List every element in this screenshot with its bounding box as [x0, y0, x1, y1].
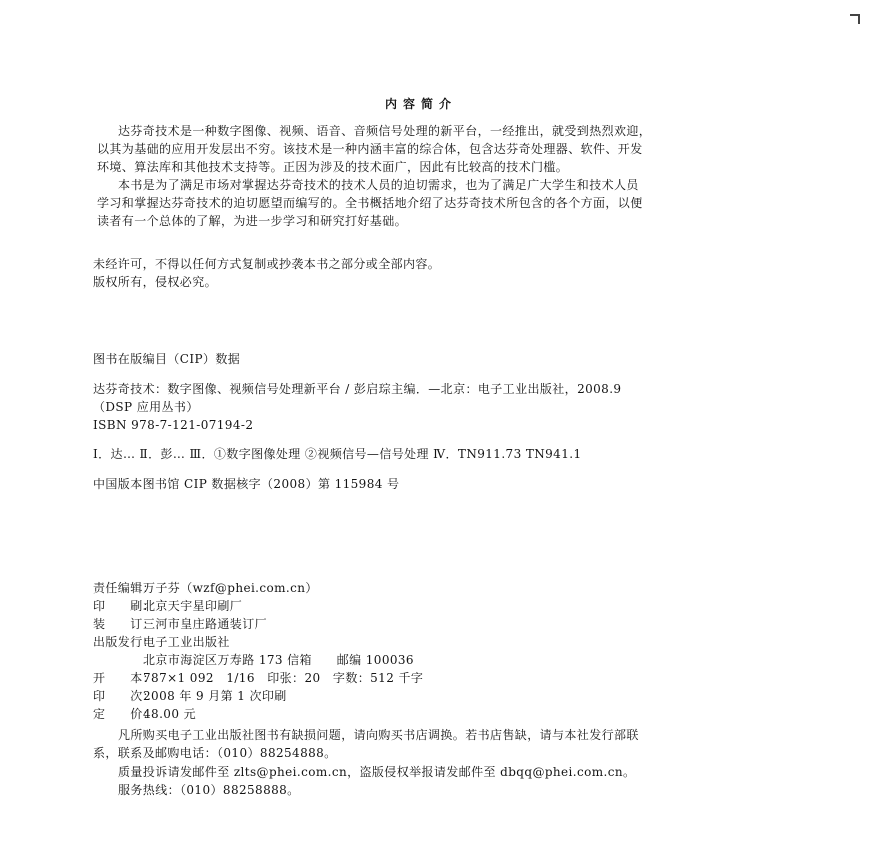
notice-line: 凡所购买电子工业出版社图书有缺损问题，请向购买书店调换。若书店售缺，请与本社发行部联: [118, 728, 639, 742]
intro-title: 内容简介: [385, 97, 458, 111]
intro-line: 学习和掌握达芬奇技术的迫切愿望而编写的。全书概括地介绍了达芬奇技术所包含的各个方面，以便: [97, 196, 643, 210]
copyright-notice: 版权所有，侵权必究。: [93, 275, 218, 289]
intro-line: 达芬奇技术是一种数字图像、视频、语音、音频信号处理的新平台，一经推出，就受到热烈欢迎，: [118, 124, 652, 138]
notice-line: 服务热线：（010）88258888。: [118, 783, 300, 797]
cip-line: 达芬奇技术：数字图像、视频信号处理新平台 / 彭启琮主编．—北京：电子工业出版社，2008.9: [93, 382, 622, 396]
imprint-row: [93, 706, 196, 722]
corner-mark: [850, 14, 860, 24]
imprint-row: [93, 616, 267, 632]
imprint-value: 北京市海淀区万寿路 173 信箱 邮编 100036: [143, 653, 414, 667]
imprint-row: [93, 652, 414, 668]
notice-line: 质量投诉请发邮件至 zlts@phei.com.cn，盗版侵权举报请发邮件至 dbqq@phei.com.cn。: [118, 765, 636, 779]
imprint-label: 印 次：: [93, 689, 156, 703]
intro-line: 读者有一个总体的了解，为进一步学习和研究打好基础。: [97, 214, 408, 228]
imprint-label: 开 本：: [93, 671, 156, 685]
notice-line: 系，联系及邮购电话：（010）88254888。: [93, 746, 337, 760]
cip-line: （DSP 应用丛书）: [93, 400, 199, 414]
cip-isbn: ISBN 978-7-121-07194-2: [93, 418, 254, 432]
imprint-row: [93, 634, 230, 650]
imprint-value: 电子工业出版社: [143, 635, 230, 649]
imprint-label: 责任编辑：: [93, 581, 156, 595]
imprint-value: 三河市皇庄路通装订厂: [143, 617, 268, 631]
intro-line: 环境、算法库和其他技术支持等。正因为涉及的技术面广，因此有比较高的技术门槛。: [97, 160, 569, 174]
imprint-row: [93, 688, 287, 704]
imprint-value: 万子芬（wzf@phei.com.cn）: [143, 581, 318, 595]
imprint-label: 出版发行：: [93, 635, 156, 649]
cip-record-number: 中国版本图书馆 CIP 数据核字（2008）第 115984 号: [93, 477, 400, 491]
imprint-value: 48.00 元: [143, 707, 196, 721]
imprint-label: 印 刷：: [93, 599, 156, 613]
imprint-row: [93, 580, 318, 596]
imprint-label: 装 订：: [93, 617, 156, 631]
intro-line: 以其为基础的应用开发层出不穷。该技术是一种内涵丰富的综合体，包含达芬奇处理器、软件、开发: [97, 142, 643, 156]
cip-classification: Ⅰ．达… Ⅱ．彭… Ⅲ．①数字图像处理 ②视频信号—信号处理 Ⅳ．TN911.73 TN941.1: [93, 447, 582, 461]
imprint-value: 北京天宇星印刷厂: [143, 599, 243, 613]
cip-heading: 图书在版编目（CIP）数据: [93, 352, 241, 366]
imprint-label: 定 价：: [93, 707, 156, 721]
imprint-value: 2008 年 9 月第 1 次印刷: [143, 689, 287, 703]
imprint-value: 787×1 092 1/16 印张：20 字数：512 千字: [143, 671, 424, 685]
imprint-row: [93, 670, 423, 686]
intro-line: 本书是为了满足市场对掌握达芬奇技术的技术人员的迫切需求，也为了满足广大学生和技术人员: [118, 178, 639, 192]
copyright-notice: 未经许可，不得以任何方式复制或抄袭本书之部分或全部内容。: [93, 257, 441, 271]
imprint-row: [93, 598, 242, 614]
